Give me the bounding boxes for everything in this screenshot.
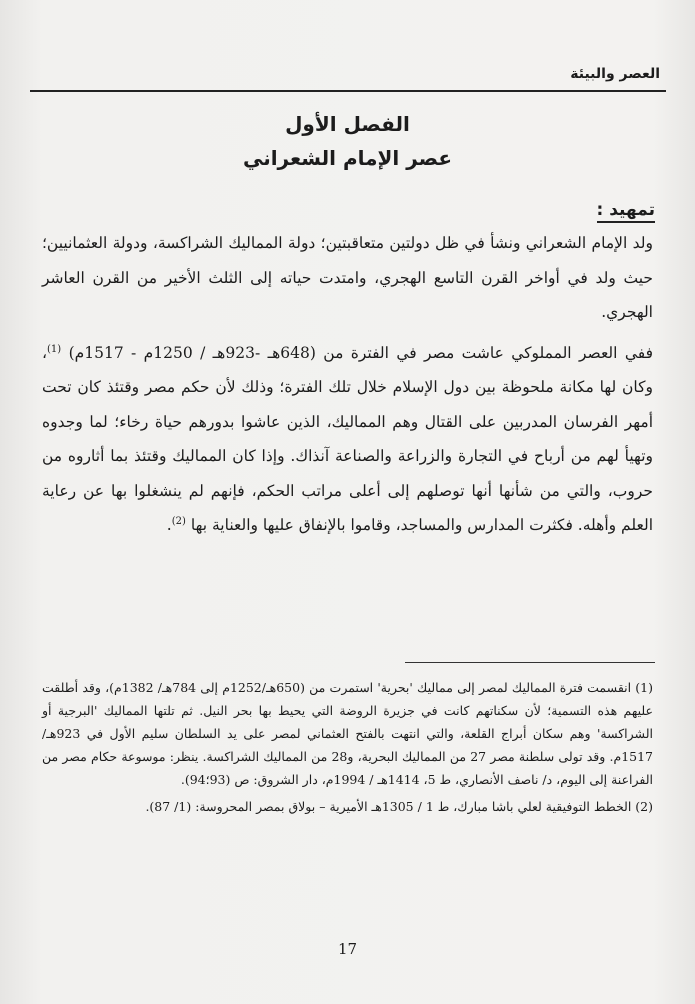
section-heading-text: تمهيد :	[597, 200, 655, 223]
paragraph-2-end: .	[166, 516, 172, 534]
footnote-divider	[405, 662, 655, 663]
page-number: 17	[337, 940, 358, 958]
header-rule	[30, 90, 666, 92]
footnote-ref-1: (1)	[47, 343, 62, 355]
footnotes	[42, 676, 653, 822]
chapter-number: الفصل الأول	[285, 112, 410, 136]
paragraph-1: ولد الإمام الشعراني ونشأ في ظل دولتين متعاقبتين؛ دولة المماليك الشراكسة، ودولة العثمانيين؛ حيث ولد في أواخر القرن التاسع الهجري، وامتدت حياته إلى الثلث الأخير من القرن العاشر الهجري.	[42, 234, 653, 321]
paragraph-2-part-1: ففي العصر المملوكي عاشت مصر في الفترة من (648هـ -923هـ / 1250م - 1517م)	[68, 343, 653, 362]
body-text	[42, 226, 653, 543]
chapter-title: عصر الإمام الشعراني	[242, 146, 453, 170]
running-header: العصر والبيئة	[570, 66, 660, 82]
footnote-ref-2: (2)	[171, 515, 186, 527]
paragraph-2-part-2: ، وكان لها مكانة ملحوظة بين دول الإسلام خلال تلك الفترة؛ وذلك لأن حكم مصر وقتئذ كان تحت أمهر الفرسان المدربين على القتال وهم المماليك، الذين عاشوا بدورهم حياة رخاء؛ لما وجدوه وتهيأ لهم من أرباح في التجارة والزراعة والصناعة آنذاك. وإذا كان المماليك وقتئذ بما أثاروه من حروب، والتي من شأنها أنها توصلهم إلى أعلى مراتب الحكم، فإنهم لم ينشغلوا بها عن رعاية العلم وأهله. فكثرت المدارس والمساجد، وقاموا بالإنفاق عليها والعناية بها	[42, 343, 653, 534]
section-heading	[597, 200, 655, 220]
footnote-1: (1) انقسمت فترة المماليك لمصر إلى مماليك 'بحرية' استمرت من (650هـ/1252م إلى 784هـ/ 1382م)، وقد أطلقت عليهم هذه التسمية؛ لأن سكناتهم كانت في جزيرة الروضة التي يحيط بها بحر النيل. ثم تلتها المماليك 'البرجية أو الشراكسة' وهم سكان أبراج القلعة، والتي انتهت بالفتح العثماني لمصر على يد السلطان سليم الأول في 923هـ/ 1517م. وقد تولى سلطنة مصر 27 من المماليك البحرية، و28 من المماليك الشراكسة. ينظر: موسوعة حكام مصر من الفراعنة إلى اليوم، د/ ناصف الأنصاري، ط 5، 1414هـ / 1994م، دار الشروق: ص (93؛94).	[42, 680, 654, 787]
footnote-2: (2) الخطط التوفيقية لعلي باشا مبارك، ط 1 / 1305هـ الأميرية – بولاق بمصر المحروسة: (1/ 87).	[145, 799, 653, 814]
paragraph-2	[42, 336, 653, 543]
